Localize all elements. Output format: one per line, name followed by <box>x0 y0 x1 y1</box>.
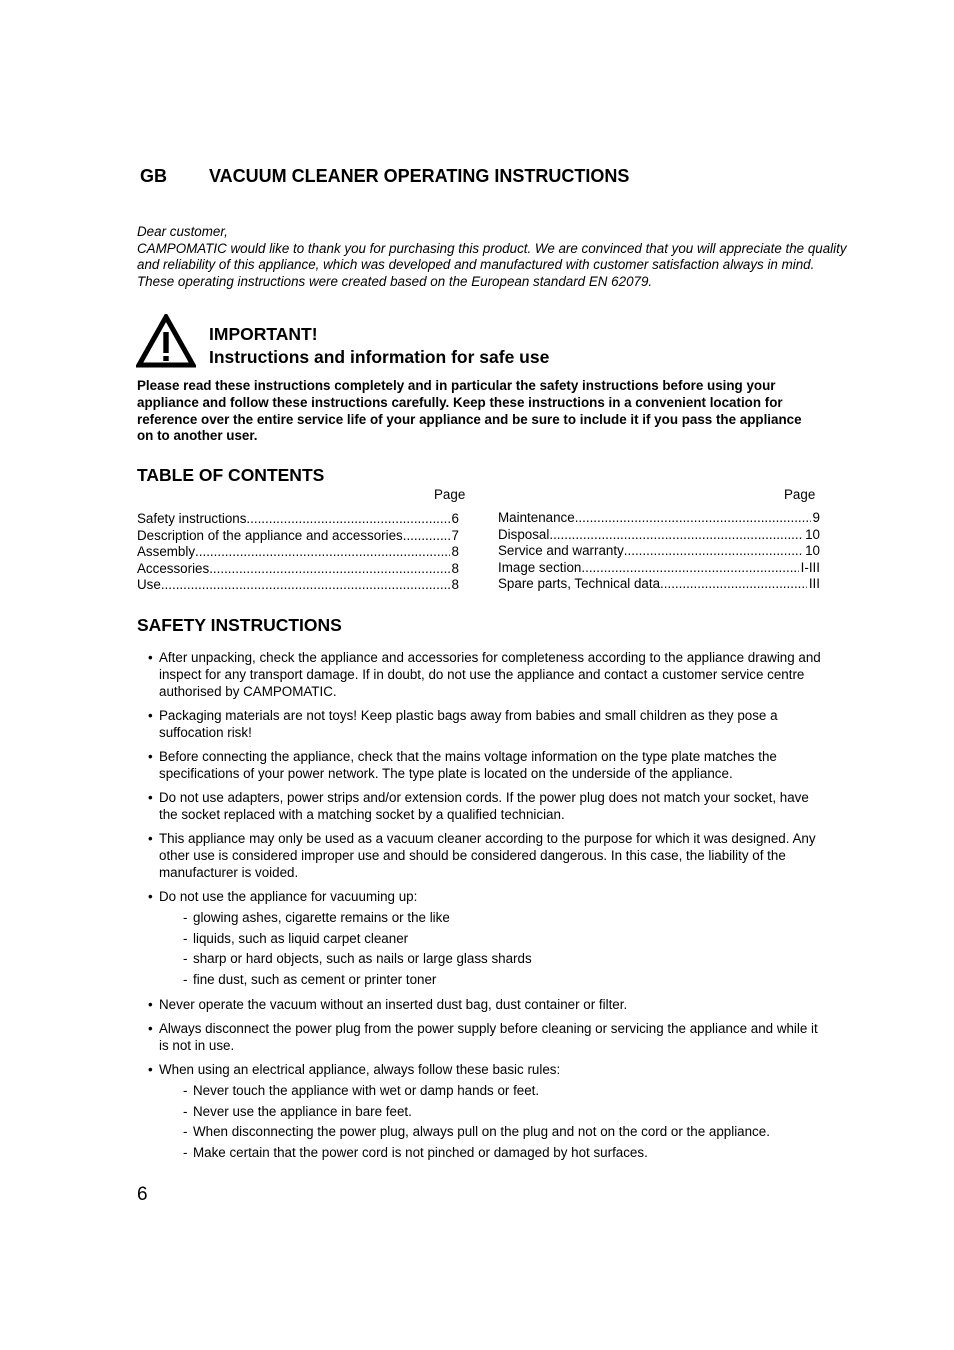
safety-item-text: • Packaging materials are not toys! Keep plastic bags away from babies and small children as they pose a suffocation risk! <box>159 707 778 740</box>
safety-subitem: - Never use the appliance in bare feet. <box>159 1104 828 1121</box>
safety-item <box>148 708 828 742</box>
toc-item-leader <box>624 543 803 560</box>
safety-item <box>148 997 828 1014</box>
toc-item-leader <box>246 511 449 528</box>
safety-subitem: - glowing ashes, cigarette remains or the like <box>159 910 828 927</box>
toc-item-page: III <box>808 576 820 592</box>
toc-item-label: Description of the appliance and accessories <box>137 527 403 543</box>
toc-item-leader <box>195 544 450 561</box>
safety-item-text: • Always disconnect the power plug from the power supply before cleaning or servicing the appliance and while it is not in use. <box>159 1020 818 1053</box>
page-number: 6 <box>137 1184 148 1205</box>
toc-item-leader <box>161 577 450 594</box>
toc-item-label: Service and warranty <box>498 543 624 559</box>
toc-page-header-right: Page <box>784 487 816 502</box>
toc-item-leader <box>581 560 798 577</box>
language-code: GB <box>140 166 167 186</box>
safety-subitem: - When disconnecting the power plug, always pull on the plug and not on the cord or the appliance. <box>159 1124 828 1141</box>
safety-item <box>148 889 828 989</box>
toc-item-leader <box>549 527 803 544</box>
toc-item-page: 10 <box>805 526 820 542</box>
important-line1: IMPORTANT! <box>209 324 318 344</box>
toc-right-column <box>498 510 820 593</box>
safety-item <box>148 1021 828 1055</box>
toc-item-leader <box>660 576 807 593</box>
safety-item-text: • Never operate the vacuum without an inserted dust bag, dust container or filter. <box>159 996 628 1012</box>
toc-item-label: Disposal <box>498 526 550 542</box>
toc-item-page: I-III <box>800 559 820 575</box>
safety-item <box>148 790 828 824</box>
toc-item-label: Accessories <box>137 560 210 576</box>
safety-item-text: • Before connecting the appliance, check that the mains voltage information on the type plate matches the specifications of your power network. The type plate is located on the underside of the appliance. <box>159 748 777 781</box>
toc-item-leader <box>575 510 811 527</box>
intro-section <box>137 224 867 290</box>
toc-left-column <box>137 511 459 594</box>
safety-subitem: - fine dust, such as cement or printer toner <box>159 972 828 989</box>
toc-item-page: 7 <box>451 527 459 543</box>
toc-title: TABLE OF CONTENTS <box>137 465 325 485</box>
safety-subitem: - liquids, such as liquid carpet cleaner <box>159 931 828 948</box>
toc-item-leader <box>209 561 449 578</box>
toc-item-label: Use <box>137 577 161 593</box>
toc-item-page: 6 <box>451 511 459 526</box>
toc-item <box>498 543 820 560</box>
safety-subitem: - sharp or hard objects, such as nails or large glass shards <box>159 951 828 968</box>
document-title: VACUUM CLEANER OPERATING INSTRUCTIONS <box>209 166 630 186</box>
toc-item <box>137 544 459 561</box>
safety-item <box>148 1062 828 1162</box>
safety-item-text: • When using an electrical appliance, always follow these basic rules: <box>159 1061 561 1077</box>
toc-item <box>137 528 459 545</box>
toc-item-label: Image section <box>498 559 582 575</box>
toc-item <box>137 577 459 594</box>
toc-item-label: Spare parts, Technical data <box>498 576 661 592</box>
safety-item <box>148 749 828 783</box>
toc-item-page: 8 <box>451 560 459 576</box>
toc-item-page: 10 <box>805 543 820 559</box>
important-heading <box>209 323 549 369</box>
toc-item-label: Assembly <box>137 544 196 560</box>
toc-item <box>498 560 820 577</box>
safety-item-text: • Do not use adapters, power strips and/or extension cords. If the power plug does not match your socket, have the socket replaced with a matching socket by a qualified technician. <box>159 790 809 822</box>
greeting: Dear customer, <box>137 224 228 239</box>
toc-item-label: Safety instructions <box>137 511 247 526</box>
warning-triangle-icon <box>136 314 196 368</box>
toc-page-header-left: Page <box>434 487 466 502</box>
safety-subitem: - Make certain that the power cord is not pinched or damaged by hot surfaces. <box>159 1145 828 1162</box>
toc-item <box>137 561 459 578</box>
safety-title: SAFETY INSTRUCTIONS <box>137 615 342 635</box>
safety-item-text: • This appliance may only be used as a vacuum cleaner according to the purpose for which it was designed. Any other use is considered improper use and should be considered dangerous. In this case, the liability of the manufacturer is voided. <box>159 831 816 880</box>
safety-item <box>148 831 828 881</box>
toc-item-page: 9 <box>812 510 820 525</box>
toc-item-leader <box>403 528 450 545</box>
thanks-text: CAMPOMATIC would like to thank you for purchasing this product. We are convinced that you will appreciate the quality and reliability of this appliance, which was developed and manufactured with customer satisfaction always in mind. <box>137 240 847 273</box>
safety-item <box>148 650 828 700</box>
toc-item <box>498 510 820 527</box>
toc-item-page: 8 <box>451 577 459 593</box>
toc-item <box>498 527 820 544</box>
toc-item <box>137 511 459 528</box>
safety-subitem: - Never touch the appliance with wet or damp hands or feet. <box>159 1083 828 1100</box>
toc-item-label: Maintenance <box>498 510 575 525</box>
important-line2: Instructions and information for safe use <box>209 347 550 367</box>
toc-item <box>498 576 820 593</box>
safety-item-text: • Do not use the appliance for vacuuming up: <box>159 889 418 905</box>
toc-item-page: 8 <box>451 544 459 560</box>
safety-item-text: • After unpacking, check the appliance and accessories for completeness according to the appliance drawing and inspect for any transport damage. If in doubt, do not use the appliance and contact a customer service centre authorised by CAMPOMATIC. <box>159 650 821 699</box>
read-instructions-text: Please read these instructions completely and in particular the safety instructions before using your appliance and follow these instructions carefully. Keep these instructions in a convenient location for reference over the entire service life of your appliance and be sure to include it if you pass the appliance on to another user. <box>137 378 802 444</box>
safety-list <box>148 650 828 1169</box>
standard-text: These operating instructions were created based on the European standard EN 62079. <box>137 273 653 289</box>
